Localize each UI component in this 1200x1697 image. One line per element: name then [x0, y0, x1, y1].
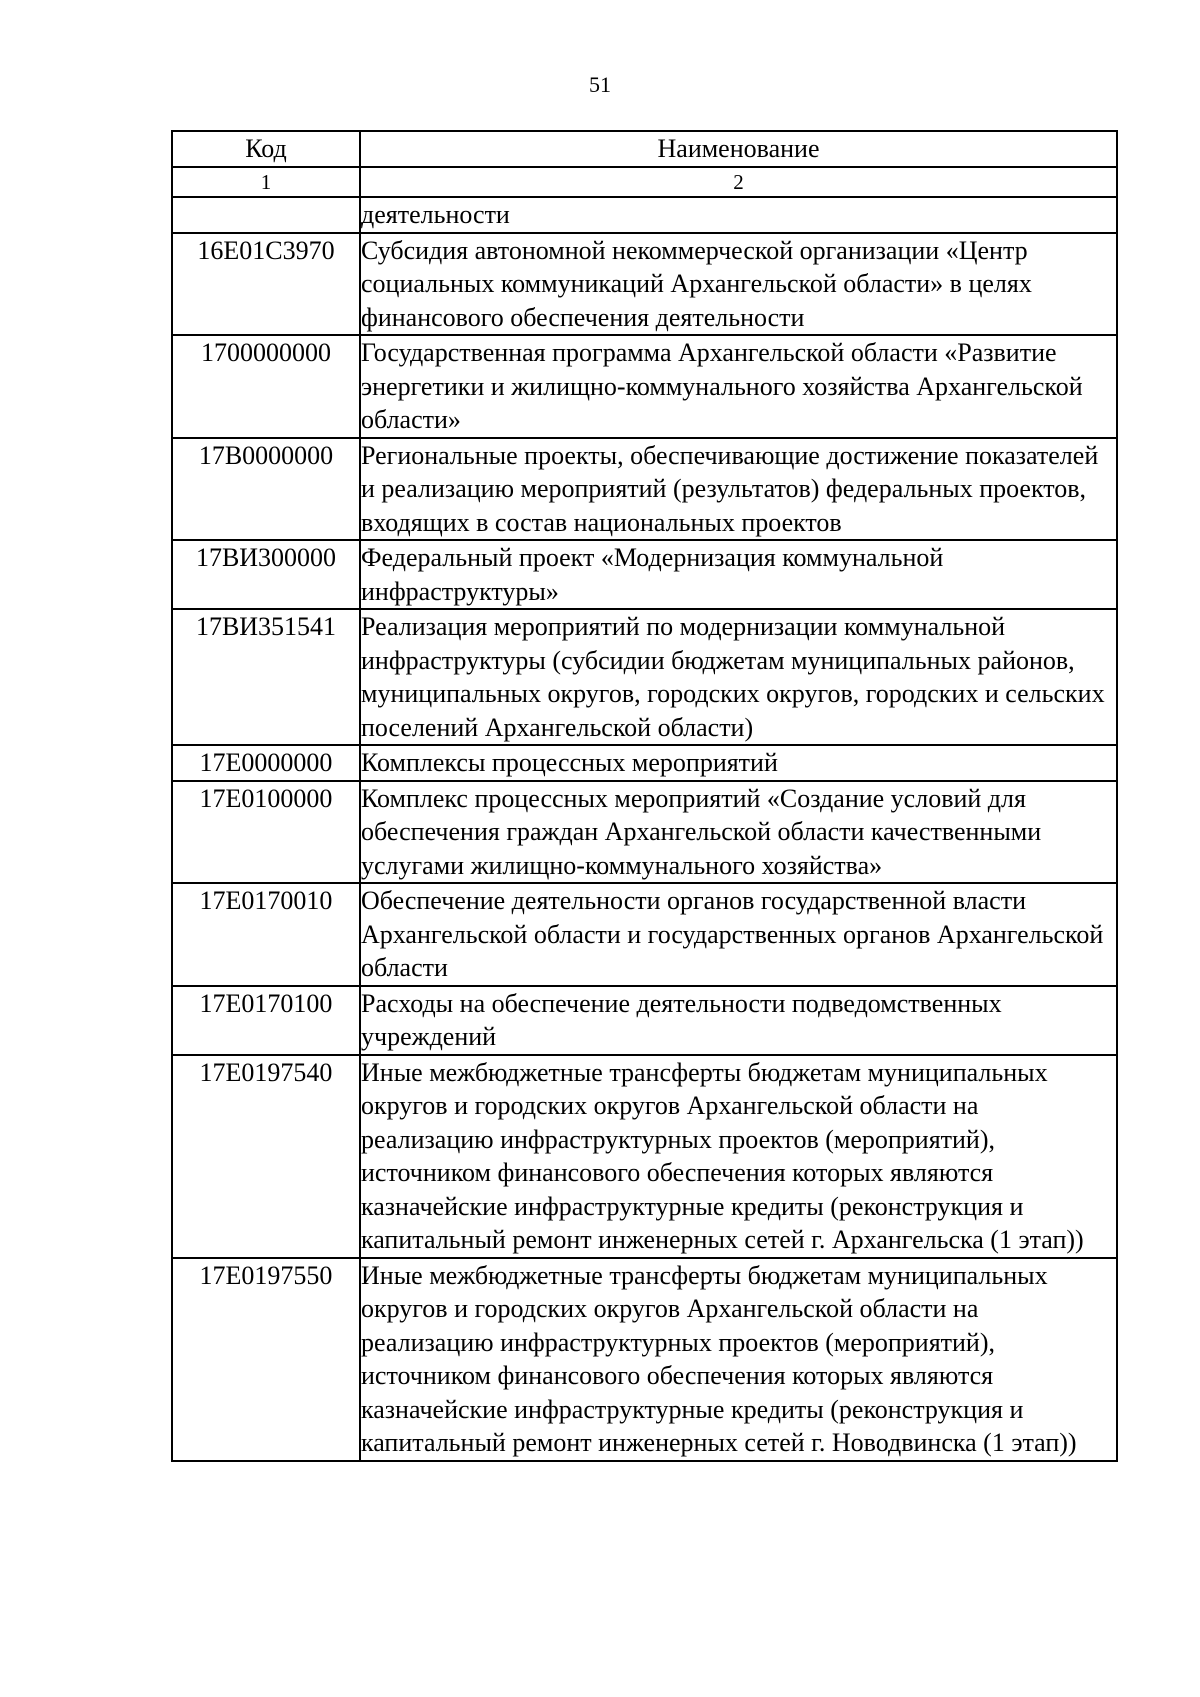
- row-code: 17В0000000: [172, 438, 360, 541]
- row-name: Субсидия автономной некоммерческой организации «Центр социальных коммуникаций Архангельской области» в целях финансового обеспечения деятельности: [360, 233, 1117, 336]
- table-row: [172, 197, 1117, 233]
- column-number-name: 2: [360, 167, 1117, 197]
- row-code: 17ВИ300000: [172, 540, 360, 609]
- row-name: Региональные проекты, обеспечивающие достижение показателей и реализацию мероприятий (результатов) федеральных проектов, входящих в состав национальных проектов: [360, 438, 1117, 541]
- table-row: [172, 1258, 1117, 1461]
- row-name: Федеральный проект «Модернизация коммунальной инфраструктуры»: [360, 540, 1117, 609]
- table-row: [172, 609, 1117, 745]
- table-row: [172, 986, 1117, 1055]
- table-row: [172, 781, 1117, 884]
- row-code: 17Е0000000: [172, 745, 360, 781]
- header-code: Код: [172, 131, 360, 167]
- row-name: Реализация мероприятий по модернизации коммунальной инфраструктуры (субсидии бюджетам муниципальных районов, муниципальных округов, городских округов, городских и сельских поселений Архангельской области): [360, 609, 1117, 745]
- table-row: [172, 335, 1117, 438]
- row-code: 17Е0170100: [172, 986, 360, 1055]
- row-code: 17ВИ351541: [172, 609, 360, 745]
- header-row: [172, 131, 1117, 167]
- row-name: Государственная программа Архангельской области «Развитие энергетики и жилищно-коммунального хозяйства Архангельской области»: [360, 335, 1117, 438]
- row-code: 17Е0197550: [172, 1258, 360, 1461]
- header-name: Наименование: [360, 131, 1117, 167]
- row-code: 1700000000: [172, 335, 360, 438]
- row-name: Комплекс процессных мероприятий «Создание условий для обеспечения граждан Архангельской области качественными услугами жилищно-коммунального хозяйства»: [360, 781, 1117, 884]
- row-code: [172, 197, 360, 233]
- row-code: 17Е0100000: [172, 781, 360, 884]
- row-code: 17Е0170010: [172, 883, 360, 986]
- row-name: Обеспечение деятельности органов государственной власти Архангельской области и государственных органов Архангельской области: [360, 883, 1117, 986]
- row-code: 16Е01С3970: [172, 233, 360, 336]
- table-row: [172, 745, 1117, 781]
- row-name: Комплексы процессных мероприятий: [360, 745, 1117, 781]
- column-number-code: 1: [172, 167, 360, 197]
- table-row: [172, 1055, 1117, 1258]
- table-row: [172, 233, 1117, 336]
- row-name: деятельности: [360, 197, 1117, 233]
- table-row: [172, 438, 1117, 541]
- row-name: Иные межбюджетные трансферты бюджетам муниципальных округов и городских округов Архангельской области на реализацию инфраструктурных проектов (мероприятий), источником финансового обеспечения которых являются казначейские инфраструктурные кредиты (реконструкция и капитальный ремонт инженерных сетей г. Архангельска (1 этап)): [360, 1055, 1117, 1258]
- row-name: Иные межбюджетные трансферты бюджетам муниципальных округов и городских округов Архангельской области на реализацию инфраструктурных проектов (мероприятий), источником финансового обеспечения которых являются казначейские инфраструктурные кредиты (реконструкция и капитальный ремонт инженерных сетей г. Новодвинска (1 этап)): [360, 1258, 1117, 1461]
- table-row: [172, 540, 1117, 609]
- row-code: 17Е0197540: [172, 1055, 360, 1258]
- page-number: 51: [589, 72, 611, 97]
- table-row: [172, 883, 1117, 986]
- budget-code-table: [171, 130, 1118, 1462]
- row-name: Расходы на обеспечение деятельности подведомственных учреждений: [360, 986, 1117, 1055]
- column-number-row: [172, 167, 1117, 197]
